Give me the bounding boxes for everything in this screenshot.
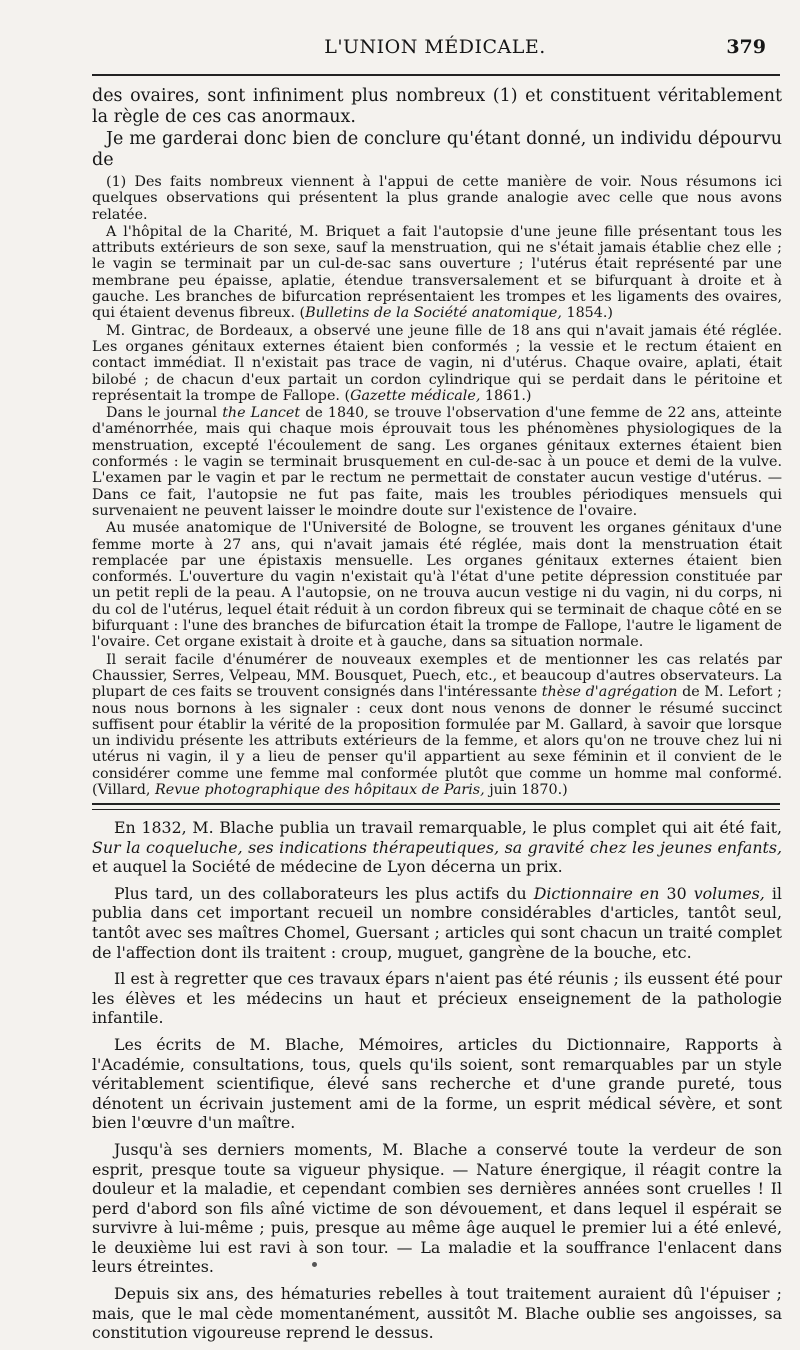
- work-title: Dictionnaire en: [533, 883, 660, 903]
- footnote-paragraph: (1) Des faits nombreux viennent à l'appui de cette manière de voir. Nous résumons ici quelques observations qui présentent la plus grande analogie avec celle que nous avons relatée.: [92, 174, 782, 223]
- footnote-paragraph: Au musée anatomique de l'Université de Bologne, se trouvent les organes génitaux d'une femme morte à 27 ans, qui n'avait jamais été réglée, mais dont la menstruation était remplacée par une épistaxis mensuelle. Les organes génitaux externes étaient bien conformés. L'ouverture du vagin n'existait qu'à l'état d'une petite dépression constituée par un petit repli de la peau. A l'autopsie, on ne trouva aucun vestige ni du vagin, ni du corps, ni du col de l'utérus, lequel était réduit à un cordon fibreux qui se terminait de chaque côté en se bifurquant : l'une des branches de bifurcation était la trompe de Fallope, l'autre le ligament de l'ovaire. Cet organe existait à droite et à gauche, dans sa situation normale.: [92, 520, 782, 651]
- body-text-main: [92, 818, 782, 1350]
- paragraph: Jusqu'à ses derniers moments, M. Blache a conservé toute la verdeur de son esprit, presque toute sa vigueur physique. — Nature énergique, il réagit contre la douleur et la maladie, et cependant combien ses dernières années sont cruelles ! Il perd d'abord son fils aîné victime de son dévouement, et dans lequel il espérait se survivre à lui-même ; puis, presque au même âge auquel le premier lui a été enlevé, le deuxième lui est ravi à son tour. — La maladie et la souffrance l'enlacent dans leurs étreintes.: [92, 1139, 782, 1277]
- text-run: de 1840, se trouve l'observation d'une femme de 22 ans, atteinte d'aménorrhée, mais qui chaque mois éprouvait tous les phénomènes physiologiques de la menstruation, excepté l'écoulement de sang. Les organes génitaux externes étaient bien conformés : le vagin se terminait brusquement en cul-de-sac à un pouce et demi de la vulve. L'examen par le vagin et par le rectum ne permettait de constater aucun vestige d'utérus. — Dans ce fait, l'autopsie ne fut pas faite, mais les troubles périodiques mensuels qui survenaient ne peuvent laisser le moindre doute sur l'existence de l'ovaire.: [92, 405, 783, 519]
- text-run: Plus tard, un des collaborateurs les plus actifs du: [114, 883, 534, 903]
- running-header: [90, 36, 780, 66]
- footnote-paragraph: [92, 224, 782, 322]
- section-rule: [92, 803, 780, 810]
- footnote: [92, 174, 782, 799]
- journal-title: L'UNION MÉDICALE.: [324, 36, 546, 58]
- text-run: 30: [659, 883, 694, 903]
- work-title: volumes,: [693, 883, 765, 903]
- text-run: il publia dans cet important recueil un nombre considérables d'articles, tantôt seul, tantôt avec ses maîtres Chomel, Guersant ; articles qui sont chacun un traité complet de l'affection dont ils traitent : croup, muguet, gangrène de la bouche, etc.: [92, 883, 782, 962]
- work-title: Sur la coqueluche, ses indications thérapeutiques, sa gravité chez les jeunes enfants,: [92, 837, 782, 857]
- paragraph: Je me garderai donc bien de conclure qu'étant donné, un individu dépourvu de: [92, 129, 782, 170]
- paragraph: [92, 818, 782, 877]
- paragraph: Il est à regretter que ces travaux épars n'aient pas été réunis ; ils eussent été pour les élèves et les médecins un haut et précieux enseignement de la pathologie infantile.: [92, 969, 782, 1028]
- text-run: Dans le journal: [106, 405, 223, 422]
- paragraph: Depuis six ans, des hématuries rebelles à tout traitement auraient dû l'épuiser ; mais, que le mal cède momentanément, aussitôt M. Blache oublie ses angoisses, sa constitution vigoureuse reprend le dessus.: [92, 1284, 782, 1343]
- text-run: 1861.): [480, 387, 532, 404]
- body-text-top: [92, 86, 782, 171]
- text-run: Il serait facile d'énumérer de nouveaux exemples et de mentionner les cas relatés par Chaussier, Serres, Velpeau, MM. Bousquet, Puech, etc., et beaucoup d'autres observateurs. La plupart de ces faits se trouvent consignés dans l'intéressante: [92, 651, 782, 701]
- header-rule: [92, 74, 780, 76]
- footnote-paragraph: [92, 405, 782, 519]
- page-number: 379: [726, 36, 766, 58]
- text-run: 1854.): [561, 305, 613, 322]
- citation: thèse d'agrégation: [541, 684, 678, 701]
- text-run: de M. Lefort ; nous nous bornons à les signaler : ceux dont nous venons de donner le résumé succinct suffisent pour établir la vérité de la proposition formulée par M. Gallard, à savoir que lorsque un individu présente les attributs extérieurs de la femme, et alors qu'on ne trouve chez lui ni utérus ni vagin, il y a lieu de penser qu'il appartient au sexe féminin et il convient de le considérer comme une femme mal conformée plutôt que comme un homme mal conformé. (Villard,: [92, 684, 782, 798]
- paragraph: [92, 884, 782, 962]
- text-run: A l'hôpital de la Charité, M. Briquet a fait l'autopsie d'une jeune fille présentant tous les attributs extérieurs de son sexe, sauf la menstruation, qui ne s'était jamais établie chez elle ; le vagin se terminait par un cul-de-sac sans ouverture ; l'utérus était représenté par une membrane peu épaisse, aplatie, étendue transversalement et se bifurquant à droite et à gauche. Les branches de bifurcation représentaient les trompes et les ligaments des ovaires, qui étaient devenus fibreux. (: [92, 223, 782, 322]
- citation: the Lancet: [222, 405, 301, 422]
- footnote-paragraph: [92, 652, 782, 799]
- text-run: juin 1870.): [484, 781, 568, 798]
- citation: Revue photographique des hôpitaux de Paris,: [154, 781, 485, 798]
- citation: Gazette médicale,: [350, 387, 481, 404]
- text-run: En 1832, M. Blache publia un travail remarquable, le plus complet qui ait été fait,: [114, 818, 782, 837]
- ink-dot: [312, 1262, 317, 1267]
- text-run: et auquel la Société de médecine de Lyon décerna un prix.: [92, 857, 563, 877]
- text-run: M. Gintrac, de Bordeaux, a observé une jeune fille de 18 ans qui n'avait jamais été réglée. Les organes génitaux externes étaient bien conformés ; la vessie et le rectum étaient en contact immédiat. Il n'existait pas trace de vagin, ni d'utérus. Chaque ovaire, aplati, était bilobé ; de chacun d'eux partait un cordon cylindrique qui se perdait dans le péritoine et représentait la trompe de Fallope. (: [92, 322, 782, 404]
- citation: Bulletins de la Société anatomique,: [305, 305, 562, 322]
- footnote-paragraph: [92, 323, 782, 404]
- paragraph: Les écrits de M. Blache, Mémoires, articles du Dictionnaire, Rapports à l'Académie, consultations, tous, quels qu'ils soient, sont remarquables par un style véritablement scientifique, élevé sans recherche et d'une grande pureté, tous dénotent un écrivain justement ami de la forme, un esprit médical sévère, et sont bien l'œuvre d'un maître.: [92, 1034, 782, 1133]
- paragraph: des ovaires, sont infiniment plus nombreux (1) et constituent véritablement la règle de ces cas anormaux.: [92, 86, 782, 127]
